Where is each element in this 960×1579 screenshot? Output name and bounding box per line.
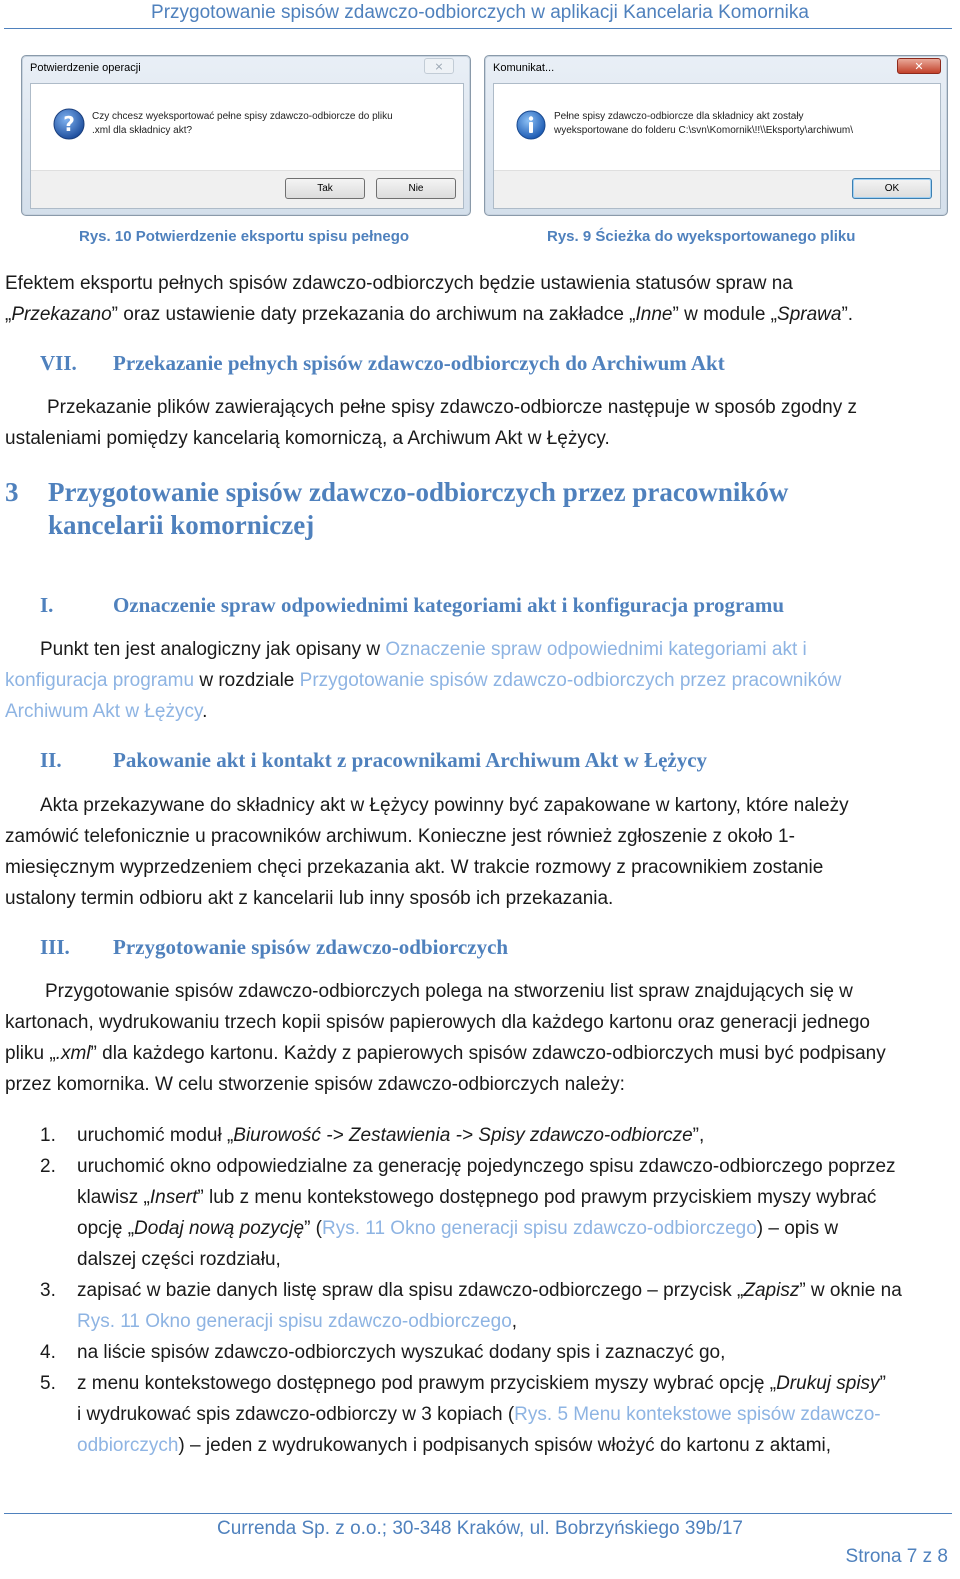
info-icon [516, 110, 546, 140]
section-ii-heading [40, 748, 707, 773]
section-ii-number: II. [40, 748, 62, 772]
link-rys-11[interactable]: Rys. 11 Okno generacji spisu zdawczo-odbiorczego [77, 1311, 512, 1332]
list-item: 5. z menu kontekstowego dostępnego pod prawym przyciskiem myszy wybrać opcję „Drukuj spisy” i wydrukować spis zdawczo-odbiorczy w 3 kopiach (Rys. 5 Menu kontekstowe spisów zdawczo- odbiorczych) – jeden z wydrukowanych i podpisanych spisów włożyć do kartonu z aktami, [40, 1373, 886, 1456]
intro-line1: Efektem eksportu pełnych spisów zdawczo-odbiorczych będzie ustawienia statusów spraw na [5, 273, 793, 294]
section-vii-heading [40, 351, 725, 376]
section-i-title: Oznaczenie spraw odpowiednimi kategoriami akt i konfiguracja programu [113, 593, 785, 617]
running-header: Przygotowanie spisów zdawczo-odbiorczych w aplikacji Kancelaria Komornika [151, 2, 809, 23]
confirm-message-line1: Czy chcesz wyeksportować pełne spisy zdawczo-odbiorcze do pliku [92, 111, 393, 122]
link-rys-11[interactable]: Rys. 11 Okno generacji spisu zdawczo-odbiorczego [322, 1218, 757, 1239]
section-i-number: I. [40, 593, 54, 617]
section-iii-title: Przygotowanie spisów zdawczo-odbiorczych [113, 935, 509, 959]
section-iii-number: III. [40, 935, 70, 959]
chapter-3-title: Przygotowanie spisów zdawczo-odbiorczych przez pracowników kancelarii komorniczej [48, 477, 789, 540]
chapter-3-heading [5, 476, 951, 546]
info-message-line1: Pełne spisy zdawczo-odbiorcze dla składnicy akt zostały [554, 111, 804, 122]
link-przygotowanie-spisow[interactable]: Przygotowanie spisów zdawczo-odbiorczych przez pracowników [299, 670, 842, 691]
caption-right: Rys. 9 Ścieżka do wyeksportowanego pliku [547, 228, 856, 245]
chapter-3-number: 3 [5, 477, 19, 507]
section-ii-paragraph: Akta przekazywane do składnicy akt w Łężycy powinny być zapakowane w kartony, które należy zamówić telefonicznie u pracowników archiwum. Konieczne jest również zgłoszenie z około 1- miesięcznym wyprzedzeniem chęci przekazania akt. W trakcie rozmowy z pracownikiem zostanie ustalony termin odbioru akt z kancelarii lub inny sposób ich przekazania. [5, 795, 849, 909]
close-icon[interactable]: ⨯ [424, 58, 454, 74]
list-item: 3. zapisać w bazie danych listę spraw dla spisu zdawczo-odbiorczego – przycisk „Zapisz” w oknie na Rys. 11 Okno generacji spisu zdawczo-odbiorczego, [40, 1280, 902, 1332]
info-dialog-body [493, 83, 941, 209]
confirm-message-line2: .xml dla składnicy akt? [92, 125, 193, 136]
link-rys-5[interactable]: Rys. 5 Menu kontekstowe spisów zdawczo- [514, 1404, 881, 1425]
link-oznaczenie-spraw-cont[interactable]: konfiguracja programu [5, 670, 195, 691]
header-rule [4, 28, 952, 29]
intro-line2: „Przekazano” oraz ustawienie daty przekazania do archiwum na zakładce „Inne” w module „Sprawa”. [5, 304, 854, 325]
section-vii-line2: ustaleniami pomiędzy kancelarią komorniczą, a Archiwum Akt w Łężycy. [5, 428, 610, 449]
info-dialog [484, 55, 948, 216]
section-iii-paragraph: Przygotowanie spisów zdawczo-odbiorczych polega na stworzeniu list spraw znajdujących się w kartonach, wydrukowaniu trzech kopii spisów papierowych dla każdego kartonu oraz generacji jednego pliku „.xml” dla każdego kartonu. Każdy z papierowych spisów zdawczo-odbiorczych musi być podpisany przez komornika. W celu stworzenie spisów zdawczo-odbiorczych należy: [5, 981, 886, 1095]
caption-left: Rys. 10 Potwierdzenie eksportu spisu pełnego [79, 228, 410, 245]
yes-button[interactable]: Tak [285, 178, 365, 199]
footer-rule [4, 1513, 952, 1514]
info-dialog-title: Komunikat... [493, 62, 555, 74]
section-i-paragraph: Punkt ten jest analogiczny jak opisany w Oznaczenie spraw odpowiednimi kategoriami akt i konfiguracja programu w rozdziale Przygotowanie spisów zdawczo-odbiorczych przez pracowników Archiwum Akt w Łężycy. [5, 639, 842, 722]
section-vii-paragraph [5, 392, 951, 454]
no-button[interactable]: Nie [376, 178, 456, 199]
section-vii-title: Przekazanie pełnych spisów zdawczo-odbiorczych do Archiwum Akt [113, 351, 725, 375]
link-przygotowanie-spisow-cont[interactable]: Archiwum Akt w Łężycy [5, 701, 203, 722]
ok-button[interactable]: OK [852, 178, 932, 199]
close-icon[interactable]: ✕ [897, 58, 941, 74]
svg-text:?: ? [63, 112, 75, 136]
question-icon [53, 108, 85, 140]
footer-company: Currenda Sp. z o.o.; 30-348 Kraków, ul. Bobrzyńskiego 39b/17 [217, 1518, 743, 1539]
section-iii-heading [40, 935, 508, 960]
page-number: Strona 7 z 8 [845, 1546, 948, 1567]
intro-paragraph [5, 268, 951, 330]
section-ii-title: Pakowanie akt i kontakt z pracownikami Archiwum Akt w Łężycy [113, 748, 708, 772]
list-item: 4. na liście spisów zdawczo-odbiorczych wyszukać dodany spis i zaznaczyć go, [40, 1342, 726, 1363]
confirm-dialog-title: Potwierdzenie operacji [30, 62, 141, 74]
steps-list [40, 1120, 952, 1461]
confirm-dialog-body [30, 83, 464, 209]
section-vii-number: VII. [40, 351, 77, 375]
link-oznaczenie-spraw[interactable]: Oznaczenie spraw odpowiednimi kategoriami akt i [385, 639, 807, 660]
list-item: 1. uruchomić moduł „Biurowość -> Zestawienia -> Spisy zdawczo-odbiorcze”, [40, 1125, 705, 1146]
confirm-dialog [21, 55, 471, 216]
section-vii-line1: Przekazanie plików zawierających pełne spisy zdawczo-odbiorcze następuje w sposób zgodny z [47, 397, 858, 418]
info-message-line2: wyeksportowane do folderu C:\svn\Komornik\!!\\Eksporty\archiwum\ [554, 125, 854, 136]
list-item: 2. uruchomić okno odpowiedzialne za generację pojedynczego spisu zdawczo-odbiorczego poprzez klawisz „Insert” lub z menu kontekstowego dostępnego pod prawym przyciskiem myszy wybrać opcję „Dodaj nową pozycję” (Rys. 11 Okno generacji spisu zdawczo-odbiorczego) – opis w dalszej części rozdziału, [40, 1156, 896, 1270]
link-rys-5-cont[interactable]: odbiorczych [77, 1435, 179, 1456]
section-i-heading [40, 593, 784, 618]
